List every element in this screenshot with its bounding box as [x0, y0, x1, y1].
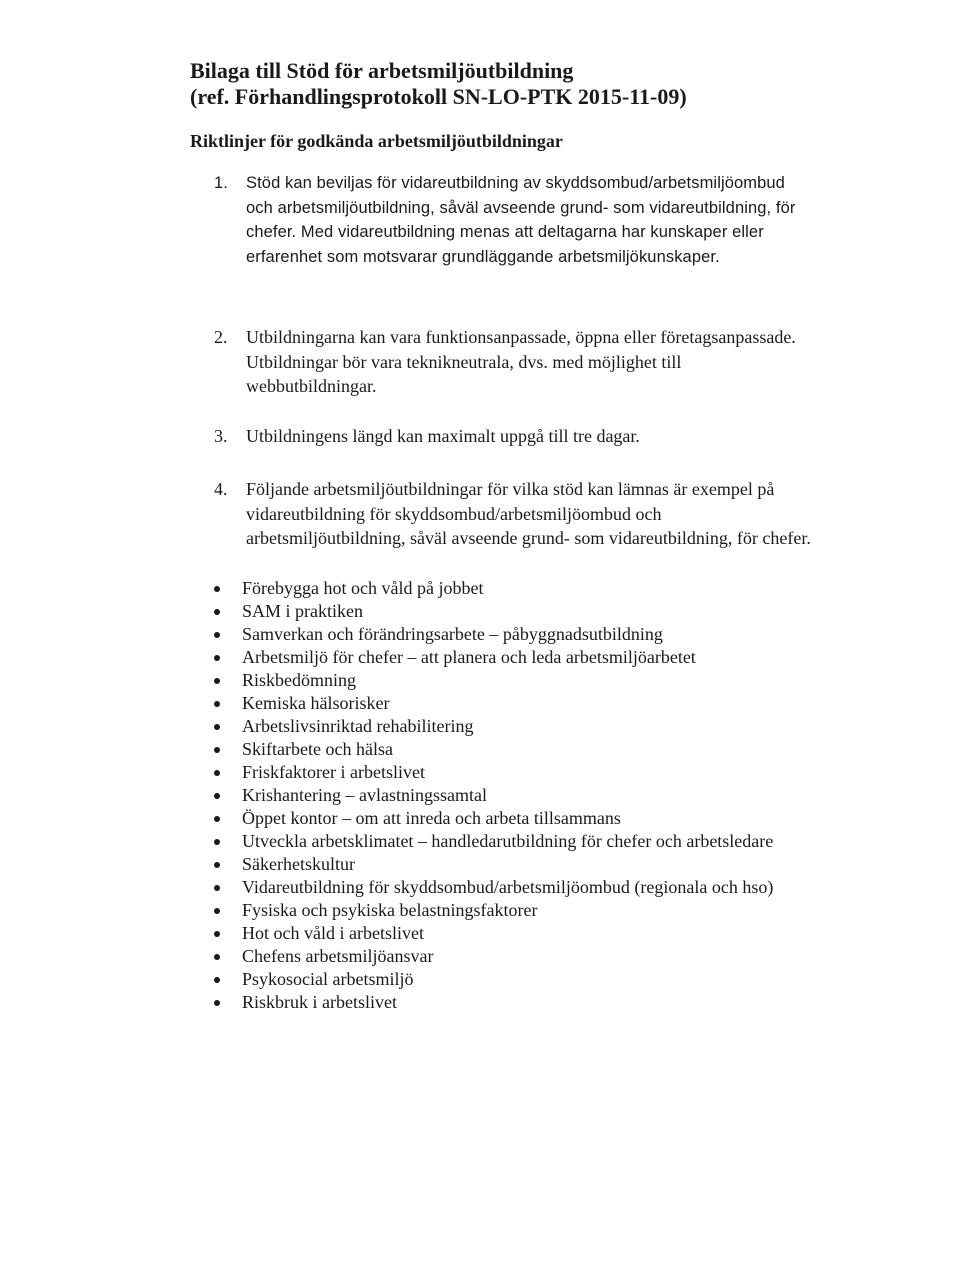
- list-item: [214, 830, 814, 853]
- numbered-item-3: [214, 424, 814, 449]
- list-item-text: Riskbruk i arbetslivet: [242, 992, 397, 1012]
- item-text: Stöd kan beviljas för vidareutbildning av skyddsombud/arbetsmiljöombud och arbetsmiljöutbildning, såväl avseende grund- som vidareutbildning, för chefer. Med vidareutbildning menas att deltagarna har kunskaper eller erfarenhet som motsvarar grundläggande arbetsmiljökunskaper.: [246, 174, 796, 266]
- list-item: [214, 807, 814, 830]
- bullet-icon: [214, 839, 220, 845]
- item-number: 1.: [214, 174, 228, 192]
- item-text: Utbildningens längd kan maximalt uppgå till tre dagar.: [246, 426, 640, 446]
- list-item: [214, 600, 814, 623]
- list-item: [214, 623, 814, 646]
- list-item-text: Säkerhetskultur: [242, 854, 355, 874]
- item-text: Följande arbetsmiljöutbildningar för vilka stöd kan lämnas är exempel på vidareutbildning för skyddsombud/arbetsmiljöombud och arbetsmiljöutbildning, såväl avseende grund- som vidareutbildning, för chefer.: [246, 479, 811, 548]
- list-item-text: Öppet kontor – om att inreda och arbeta tillsammans: [242, 808, 621, 828]
- list-item: [214, 968, 814, 991]
- title-line-2: (ref. Förhandlingsprotokoll SN-LO-PTK 2015-11-09): [190, 84, 687, 109]
- bullet-icon: [214, 885, 220, 891]
- bullet-icon: [214, 816, 220, 822]
- list-item: [214, 692, 814, 715]
- bullet-icon: [214, 632, 220, 638]
- list-item-text: Arbetslivsinriktad rehabilitering: [242, 716, 474, 736]
- section-heading: Riktlinjer för godkända arbetsmiljöutbildningar: [190, 131, 563, 151]
- bullet-icon: [214, 586, 220, 592]
- list-item-text: Vidareutbildning för skyddsombud/arbetsmiljöombud (regionala och hso): [242, 877, 774, 897]
- list-item-text: Skiftarbete och hälsa: [242, 739, 393, 759]
- list-item: [214, 784, 814, 807]
- bullet-icon: [214, 1000, 220, 1006]
- list-item-text: Friskfaktorer i arbetslivet: [242, 762, 425, 782]
- numbered-item-2: [214, 325, 814, 399]
- list-item-text: Arbetsmiljö för chefer – att planera och leda arbetsmiljöarbetet: [242, 647, 696, 667]
- list-item: [214, 715, 814, 738]
- list-item-text: Kemiska hälsorisker: [242, 693, 390, 713]
- list-item: [214, 646, 814, 669]
- bullet-icon: [214, 770, 220, 776]
- bullet-icon: [214, 724, 220, 730]
- bullet-icon: [214, 678, 220, 684]
- list-item: [214, 876, 814, 899]
- list-item: [214, 761, 814, 784]
- list-item-text: Krishantering – avlastningssamtal: [242, 785, 487, 805]
- list-item-text: Psykosocial arbetsmiljö: [242, 969, 414, 989]
- item-number: 4.: [214, 479, 228, 499]
- list-item: [214, 945, 814, 968]
- bullet-icon: [214, 793, 220, 799]
- list-item: [214, 669, 814, 692]
- list-item-text: SAM i praktiken: [242, 601, 363, 621]
- list-item-text: Förebygga hot och våld på jobbet: [242, 578, 484, 598]
- list-item-text: Fysiska och psykiska belastningsfaktorer: [242, 900, 538, 920]
- bullet-icon: [214, 908, 220, 914]
- item-number: 3.: [214, 426, 228, 446]
- list-item: [214, 738, 814, 761]
- list-item-text: Hot och våld i arbetslivet: [242, 923, 424, 943]
- item-number: 2.: [214, 327, 228, 347]
- bullet-icon: [214, 701, 220, 707]
- bullet-icon: [214, 609, 220, 615]
- list-item: [214, 899, 814, 922]
- numbered-item-1: [214, 171, 814, 269]
- list-item: [214, 577, 814, 600]
- bullet-icon: [214, 931, 220, 937]
- list-item-text: Chefens arbetsmiljöansvar: [242, 946, 434, 966]
- bullet-icon: [214, 862, 220, 868]
- bullet-icon: [214, 747, 220, 753]
- bullet-icon: [214, 655, 220, 661]
- document-title: [190, 58, 687, 110]
- list-item-text: Samverkan och förändringsarbete – påbyggnadsutbildning: [242, 624, 663, 644]
- list-item: [214, 853, 814, 876]
- bullet-list: [214, 577, 814, 1014]
- item-text: Utbildningarna kan vara funktionsanpassade, öppna eller företagsanpassade. Utbildningar bör vara teknikneutrala, dvs. med möjlighet till webbutbildningar.: [246, 327, 796, 396]
- list-item-text: Utveckla arbetsklimatet – handledarutbildning för chefer och arbetsledare: [242, 831, 774, 851]
- list-item: [214, 922, 814, 945]
- title-line-1: Bilaga till Stöd för arbetsmiljöutbildning: [190, 58, 574, 83]
- numbered-item-4: [214, 477, 814, 551]
- bullet-icon: [214, 977, 220, 983]
- list-item-text: Riskbedömning: [242, 670, 357, 690]
- list-item: [214, 991, 814, 1014]
- bullet-icon: [214, 954, 220, 960]
